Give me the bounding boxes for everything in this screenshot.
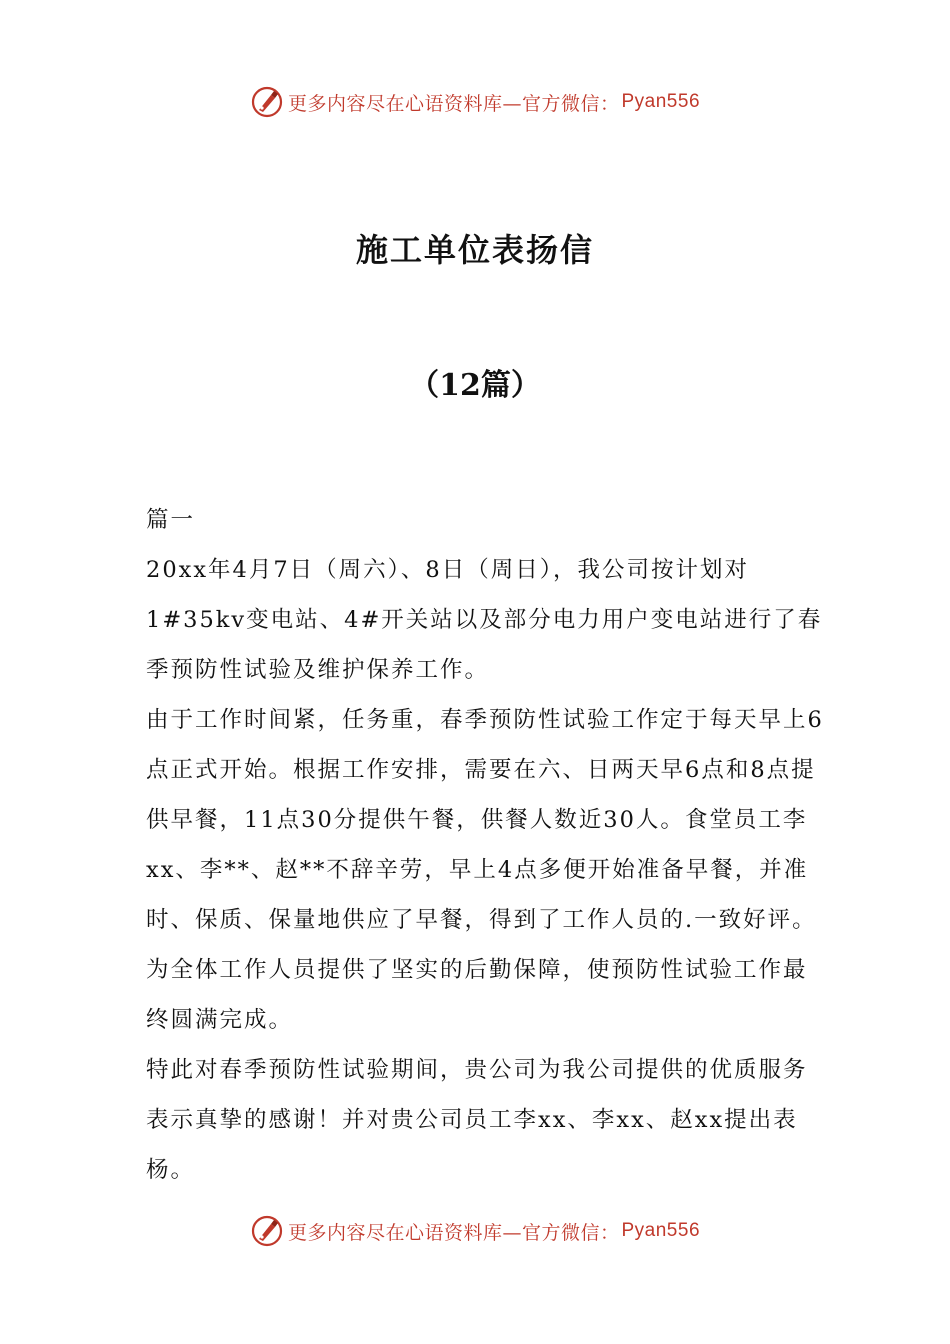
watermark-text: 更多内容尽在心语资料库—官方微信：: [287, 92, 620, 115]
paragraph-3: 特此对春季预防性试验期间，贵公司为我公司提供的优质服务表示真挚的感谢！并对贵公司员工李xx、李xx、赵xx提出表杨。: [146, 1057, 808, 1183]
section-label: 篇一: [146, 507, 196, 533]
watermark-wechat-id: Pyan556: [621, 1220, 701, 1241]
document-subtitle: （12篇）: [409, 368, 541, 403]
watermark-banner-top: [0, 82, 950, 122]
document-title: 施工单位表扬信: [355, 231, 594, 269]
pen-nib-logo-icon: [250, 1214, 284, 1248]
watermark-text: 更多内容尽在心语资料库—官方微信：: [287, 1221, 620, 1244]
document-body: [146, 495, 826, 1195]
paragraph-2: 由于工作时间紧，任务重，春季预防性试验工作定于每天早上6点正式开始。根据工作安排，需要在六、日两天早6点和8点提供早餐，11点30分提供午餐，供餐人数近30人。食堂员工李xx、李**、赵**不辞辛劳，早上4点多便开始准备早餐，并准时、保质、保量地供应了早餐，得到了工作人员的.一致好评。为全体工作人员提供了坚实的后勤保障，使预防性试验工作最终圆满完成。: [146, 707, 824, 1033]
watermark-banner-bottom: [0, 1211, 950, 1251]
paragraph-1: 20xx年4月7日（周六）、8日（周日），我公司按计划对1#35kv变电站、4#开关站以及部分电力用户变电站进行了春季预防性试验及维护保养工作。: [146, 557, 823, 683]
watermark-wechat-id: Pyan556: [621, 91, 701, 112]
pen-nib-logo-icon: [250, 85, 284, 119]
